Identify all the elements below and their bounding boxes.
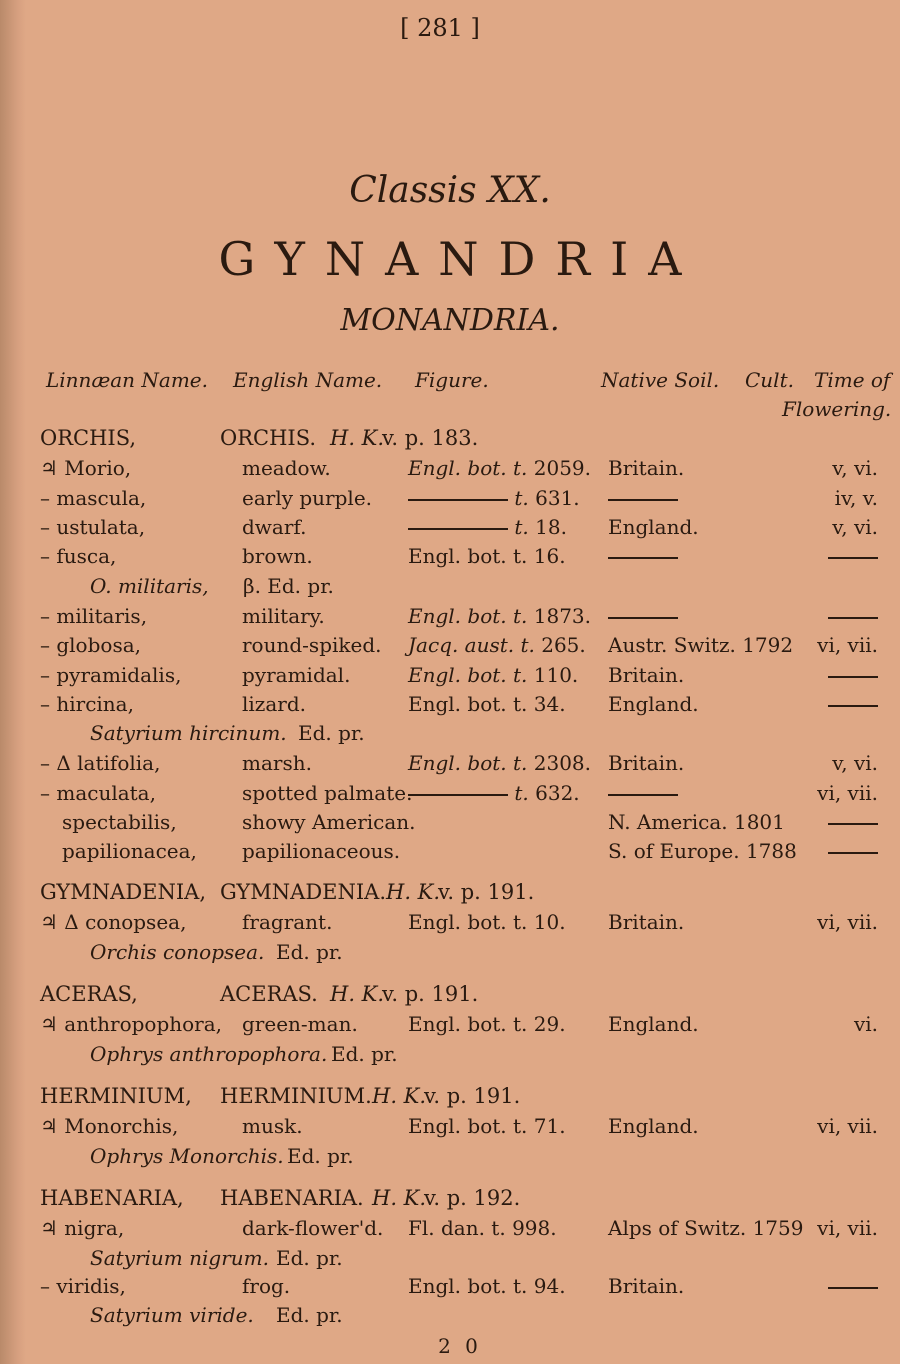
- flowering-time-ditto: [828, 839, 878, 863]
- figure-reference: [408, 544, 566, 568]
- species-row: [0, 1274, 900, 1303]
- ditto-dash: [828, 705, 878, 707]
- english-name: fragrant.: [242, 910, 333, 934]
- species-row: [0, 781, 900, 810]
- hortus-kewensis-page: v. p. 191.: [382, 982, 479, 1006]
- genus-english-name: GYMNADENIA.: [220, 880, 386, 904]
- synonym-name: Satyrium hircinum.: [90, 721, 287, 745]
- english-name: pyramidal.: [242, 663, 351, 687]
- species-row: [0, 1114, 900, 1143]
- figure-reference: [408, 1274, 566, 1298]
- linnaean-name: – mascula,: [40, 486, 147, 510]
- native-soil-ditto: [608, 781, 678, 805]
- ditto-dash: [828, 676, 878, 678]
- linnaean-name: – militaris,: [40, 604, 148, 628]
- linnaean-name: – pyramidalis,: [40, 663, 182, 687]
- native-soil: England.: [608, 692, 699, 716]
- native-soil: Alps of Switz. 1759: [608, 1216, 804, 1240]
- figure-source: t.: [514, 515, 529, 539]
- hortus-kewensis-page: v. p. 183.: [382, 426, 479, 450]
- english-name: frog.: [242, 1274, 291, 1298]
- linnaean-name: ♃ anthropophora,: [40, 1012, 223, 1036]
- hortus-kewensis-page: v. p. 191.: [438, 880, 535, 904]
- linnaean-name: – fusca,: [40, 544, 117, 568]
- species-row: [0, 663, 900, 692]
- linnaean-name: – globosa,: [40, 633, 141, 657]
- ditto-dash: [408, 528, 508, 530]
- species-row: [0, 1216, 900, 1245]
- genus-row: [0, 426, 900, 455]
- native-soil: Britain.: [608, 751, 685, 775]
- species-row: [0, 633, 900, 662]
- native-soil: England.: [608, 1012, 699, 1036]
- species-row: [0, 910, 900, 939]
- figure-source: Engl. bot. t.: [408, 751, 528, 775]
- synonym-row: [0, 1303, 900, 1332]
- linnaean-name: – Δ latifolia,: [40, 751, 161, 775]
- flowering-time-ditto: [828, 692, 878, 716]
- flowering-time-ditto: [828, 604, 878, 628]
- synonym-note: Ed. pr.: [331, 1042, 398, 1066]
- figure-number: 18.: [535, 515, 567, 539]
- genus-english-name: ORCHIS.: [220, 426, 317, 450]
- species-row: [0, 692, 900, 721]
- flowering-time: vi, vii.: [817, 910, 878, 934]
- synonym-row: [0, 1246, 900, 1275]
- linnaean-name: spectabilis,: [62, 810, 177, 834]
- figure-number: 2059.: [533, 456, 592, 480]
- ditto-dash: [608, 617, 678, 619]
- english-name: dark-flower'd.: [242, 1216, 384, 1240]
- figure-reference: [408, 910, 566, 934]
- genus-row: [0, 880, 900, 909]
- synonym-name: Orchis conopsea.: [90, 940, 265, 964]
- hortus-kewensis-ref: H. K.: [372, 1084, 427, 1108]
- linnaean-name: – viridis,: [40, 1274, 126, 1298]
- figure-number: Engl. bot. t. 34.: [408, 692, 566, 716]
- figure-number: 1873.: [533, 604, 592, 628]
- english-name: papilionaceous.: [242, 839, 401, 863]
- figure-number: Engl. bot. t. 16.: [408, 544, 566, 568]
- figure-reference: [408, 633, 586, 657]
- english-name: military.: [242, 604, 325, 628]
- header-linnaean: Linnæan Name.: [46, 368, 208, 392]
- ditto-dash: [608, 499, 678, 501]
- figure-reference: [408, 1216, 557, 1240]
- ditto-dash: [408, 794, 508, 796]
- genus-linnaean-name: GYMNADENIA,: [40, 880, 206, 904]
- figure-reference: [408, 456, 591, 480]
- genus-row: [0, 1186, 900, 1215]
- header-english: English Name.: [233, 368, 383, 392]
- species-row: [0, 604, 900, 633]
- english-name: dwarf.: [242, 515, 307, 539]
- english-name: spotted palmate.: [242, 781, 413, 805]
- hortus-kewensis-page: v. p. 192.: [424, 1186, 521, 1210]
- figure-reference: [408, 486, 580, 510]
- linnaean-name: – hircina,: [40, 692, 134, 716]
- figure-number: Engl. bot. t. 29.: [408, 1012, 566, 1036]
- header-figure: Figure.: [415, 368, 489, 392]
- english-name: brown.: [242, 544, 313, 568]
- linnaean-name: ♃ Monorchis,: [40, 1114, 179, 1138]
- signature-mark: 2 0: [438, 1334, 482, 1358]
- genus-english-name: ACERAS.: [220, 982, 318, 1006]
- figure-reference: [408, 663, 578, 687]
- species-row: [0, 751, 900, 780]
- figure-reference: [408, 604, 591, 628]
- english-name: early purple.: [242, 486, 373, 510]
- flowering-time-ditto: [828, 544, 878, 568]
- synonym-name: Satyrium nigrum.: [90, 1246, 269, 1270]
- synonym-row: [0, 574, 900, 603]
- classis-heading: Classis XX.: [349, 170, 551, 211]
- hortus-kewensis-ref: H. K.: [330, 982, 385, 1006]
- flowering-time: v, vi.: [832, 456, 878, 480]
- flowering-time: vi, vii.: [817, 1114, 878, 1138]
- figure-reference: [408, 1012, 566, 1036]
- synonym-note: β. Ed. pr.: [243, 574, 334, 598]
- species-row: [0, 1012, 900, 1041]
- native-soil: Britain.: [608, 456, 685, 480]
- flowering-time: vi.: [853, 1012, 878, 1036]
- figure-reference: [408, 515, 567, 539]
- synonym-name: Ophrys Monorchis.: [90, 1144, 284, 1168]
- figure-source: t.: [514, 781, 529, 805]
- synonym-name: Ophrys anthropophora.: [90, 1042, 328, 1066]
- native-soil-ditto: [608, 544, 678, 568]
- hortus-kewensis-page: v. p. 191.: [424, 1084, 521, 1108]
- genus-linnaean-name: ACERAS,: [40, 982, 138, 1006]
- figure-number: Engl. bot. t. 10.: [408, 910, 566, 934]
- species-row: [0, 486, 900, 515]
- figure-reference: [408, 751, 591, 775]
- synonym-row: [0, 1144, 900, 1173]
- figure-number: Engl. bot. t. 94.: [408, 1274, 566, 1298]
- order-subtitle: MONANDRIA.: [340, 303, 560, 338]
- linnaean-name: – ustulata,: [40, 515, 146, 539]
- figure-number: 632.: [535, 781, 580, 805]
- figure-number: 631.: [535, 486, 580, 510]
- page-number: [ 281 ]: [400, 14, 480, 42]
- synonym-note: Ed. pr.: [276, 1303, 343, 1327]
- synonym-name: O. militaris,: [90, 574, 209, 598]
- header-time: Time of: [814, 368, 891, 392]
- hortus-kewensis-ref: H. K.: [386, 880, 441, 904]
- ditto-dash: [408, 499, 508, 501]
- native-soil: Britain.: [608, 910, 685, 934]
- native-soil: Britain.: [608, 1274, 685, 1298]
- header-time-2: Flowering.: [782, 397, 892, 421]
- header-soil: Native Soil.: [601, 368, 720, 392]
- genus-english-name: HERMINIUM.: [220, 1084, 372, 1108]
- figure-number: 265.: [541, 633, 586, 657]
- native-soil-ditto: [608, 604, 678, 628]
- synonym-note: Ed. pr.: [276, 1246, 343, 1270]
- genus-linnaean-name: ORCHIS,: [40, 426, 137, 450]
- species-row: [0, 515, 900, 544]
- native-soil: England.: [608, 1114, 699, 1138]
- flowering-time: vi, vii.: [817, 781, 878, 805]
- linnaean-name: ♃ Δ conopsea,: [40, 910, 187, 934]
- english-name: round-spiked.: [242, 633, 382, 657]
- ditto-dash: [608, 794, 678, 796]
- species-row: [0, 456, 900, 485]
- linnaean-name: papilionacea,: [62, 839, 197, 863]
- english-name: lizard.: [242, 692, 306, 716]
- genus-english-name: HABENARIA.: [220, 1186, 364, 1210]
- linnaean-name: ♃ Morio,: [40, 456, 132, 480]
- synonym-note: Ed. pr.: [276, 940, 343, 964]
- flowering-time-ditto: [828, 663, 878, 687]
- native-soil: S. of Europe. 1788: [608, 839, 797, 863]
- header-cult: Cult.: [745, 368, 794, 392]
- native-soil: England.: [608, 515, 699, 539]
- figure-source: Engl. bot. t.: [408, 456, 528, 480]
- figure-source: t.: [514, 486, 529, 510]
- english-name: showy American.: [242, 810, 416, 834]
- figure-reference: [408, 1114, 566, 1138]
- figure-number: Engl. bot. t. 71.: [408, 1114, 566, 1138]
- hortus-kewensis-ref: H. K.: [372, 1186, 427, 1210]
- species-row: [0, 839, 900, 868]
- native-soil: Britain.: [608, 663, 685, 687]
- native-soil: Austr. Switz. 1792: [608, 633, 794, 657]
- english-name: musk.: [242, 1114, 303, 1138]
- species-row: [0, 544, 900, 573]
- synonym-note: Ed. pr.: [298, 721, 365, 745]
- figure-source: Jacq. aust. t.: [408, 633, 535, 657]
- flowering-time: vi, vii.: [817, 1216, 878, 1240]
- figure-reference: [408, 692, 566, 716]
- genus-linnaean-name: HERMINIUM,: [40, 1084, 192, 1108]
- figure-number: 2308.: [533, 751, 592, 775]
- flowering-time: v, vi.: [832, 515, 878, 539]
- english-name: marsh.: [242, 751, 312, 775]
- genus-linnaean-name: HABENARIA,: [40, 1186, 184, 1210]
- ditto-dash: [828, 823, 878, 825]
- ditto-dash: [828, 1287, 878, 1289]
- figure-number: 110.: [533, 663, 579, 687]
- figure-source: Engl. bot. t.: [408, 663, 528, 687]
- linnaean-name: ♃ nigra,: [40, 1216, 125, 1240]
- synonym-note: Ed. pr.: [287, 1144, 354, 1168]
- hortus-kewensis-ref: H. K.: [330, 426, 385, 450]
- ditto-dash: [828, 617, 878, 619]
- english-name: meadow.: [242, 456, 331, 480]
- flowering-time: v, vi.: [832, 751, 878, 775]
- flowering-time-ditto: [828, 810, 878, 834]
- genus-row: [0, 982, 900, 1011]
- ditto-dash: [828, 557, 878, 559]
- synonym-row: [0, 1042, 900, 1071]
- synonym-name: Satyrium viride.: [90, 1303, 254, 1327]
- synonym-row: [0, 721, 900, 750]
- genus-row: [0, 1084, 900, 1113]
- flowering-time: vi, vii.: [817, 633, 878, 657]
- flowering-time-ditto: [828, 1274, 878, 1298]
- species-row: [0, 810, 900, 839]
- class-title: GYNANDRIA: [218, 232, 702, 286]
- synonym-row: [0, 940, 900, 969]
- figure-source: Engl. bot. t.: [408, 604, 528, 628]
- ditto-dash: [608, 557, 678, 559]
- figure-number: Fl. dan. t. 998.: [408, 1216, 557, 1240]
- native-soil-ditto: [608, 486, 678, 510]
- english-name: green-man.: [242, 1012, 358, 1036]
- ditto-dash: [828, 852, 878, 854]
- flowering-time: iv, v.: [834, 486, 878, 510]
- linnaean-name: – maculata,: [40, 781, 156, 805]
- native-soil: N. America. 1801: [608, 810, 785, 834]
- figure-reference: [408, 781, 580, 805]
